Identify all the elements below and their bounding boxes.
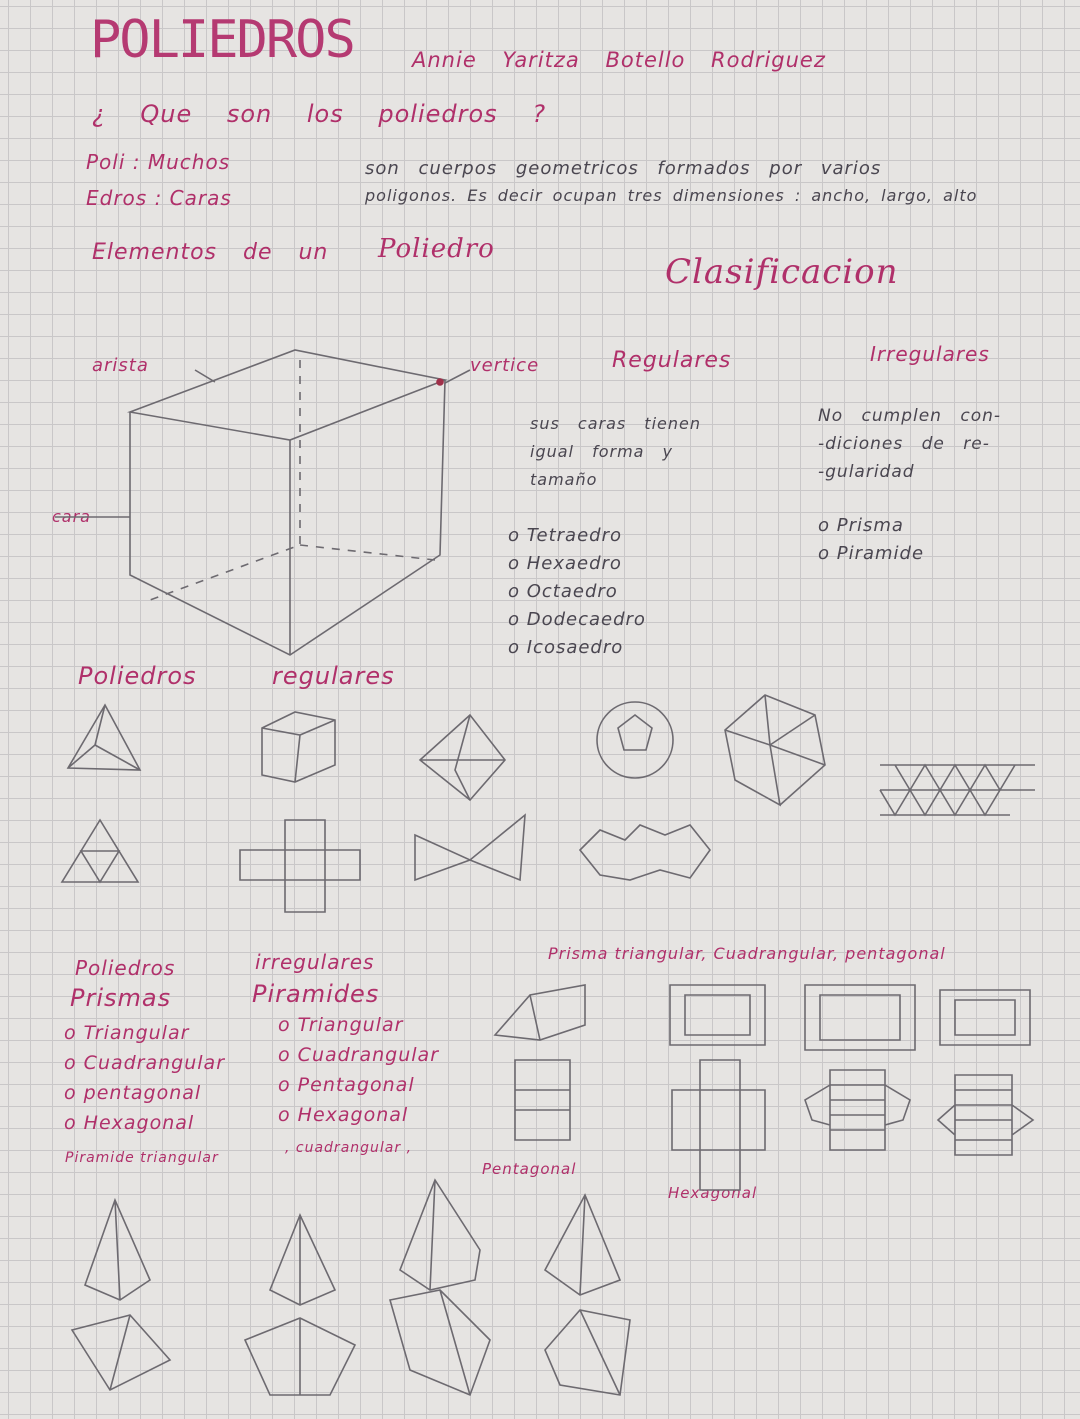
cube-diagram <box>55 350 470 655</box>
list-item: o pentagonal <box>64 1082 202 1104</box>
hexagonal-caption: Hexagonal <box>668 1184 758 1202</box>
pyramid-drawings <box>72 1180 630 1395</box>
irregular-desc-line: No cumplen con- <box>818 406 1002 426</box>
label-cara: cara <box>52 507 91 526</box>
classification-heading: Clasificacion <box>665 252 899 292</box>
dodecahedron-net <box>580 825 710 880</box>
list-item: o Dodecaedro <box>508 609 646 630</box>
regular-section-title-a: Poliedros <box>78 662 197 690</box>
pentagonal-prism-net <box>805 1070 910 1150</box>
list-item: o Octaedro <box>508 581 618 602</box>
hexahedron-net <box>240 820 360 912</box>
list-item: o Icosaedro <box>508 637 624 658</box>
icosahedron-net <box>880 765 1035 815</box>
list-item: o Pentagonal <box>278 1074 415 1096</box>
irregular-section-title-a: Poliedros <box>75 956 176 980</box>
regular-description <box>530 410 701 494</box>
square-prism-net <box>672 1060 765 1190</box>
elements-heading: Elementos de un <box>92 240 329 265</box>
label-vertice: vertice <box>470 355 540 376</box>
tetrahedron-net <box>62 820 138 882</box>
list-item: o Piramide <box>818 543 925 564</box>
definition-line-2: poligonos. Es decir ocupan tres dimensiones : ancho, largo, alto <box>365 186 978 205</box>
triangular-prism-net <box>515 1060 570 1140</box>
hexagonal-pyramid-net <box>545 1310 630 1395</box>
list-item: o Cuadrangular <box>278 1044 440 1066</box>
pyramids-list <box>278 1010 439 1130</box>
hexagonal-pyramid <box>545 1195 620 1295</box>
pyramid-caption-a: Piramide triangular <box>65 1150 219 1166</box>
triangular-pyramid-net <box>72 1315 170 1390</box>
etymology-poli: Poli : Muchos <box>86 150 231 174</box>
list-item: o Prisma <box>818 515 904 536</box>
prism-caption: Prisma triangular, Cuadrangular, pentagonal <box>548 944 946 963</box>
pyramids-title: Piramides <box>252 980 380 1008</box>
irregular-description <box>818 402 1001 486</box>
prisms-list <box>64 1018 225 1138</box>
list-item: o Tetraedro <box>508 525 622 546</box>
dodecahedron-sketch <box>597 702 673 778</box>
octahedron-net <box>415 815 525 880</box>
list-item: o Cuadrangular <box>64 1052 226 1074</box>
list-item: o Hexagonal <box>278 1104 409 1126</box>
regular-title: Regulares <box>612 348 732 373</box>
irregular-desc-line: -gularidad <box>818 462 915 482</box>
pentagonal-prism <box>805 985 915 1050</box>
hexagonal-prism-net <box>938 1075 1033 1155</box>
label-arista: arista <box>92 355 149 376</box>
page-title: POLIEDROS <box>90 10 354 70</box>
square-pyramid <box>270 1215 335 1305</box>
regular-desc-line: tamaño <box>530 470 598 489</box>
square-prism <box>670 985 765 1045</box>
pentagonal-caption: Pentagonal <box>482 1160 577 1178</box>
list-item: o Hexaedro <box>508 553 622 574</box>
regular-polyhedra-drawings <box>62 695 1035 912</box>
elements-heading-script: Poliedro <box>378 234 495 264</box>
irregular-title: Irregulares <box>870 342 990 366</box>
regular-desc-line: igual forma y <box>530 442 674 461</box>
etymology-edros: Edros : Caras <box>86 186 232 210</box>
pentagonal-pyramid-net <box>390 1290 490 1395</box>
triangular-prism <box>495 985 585 1040</box>
regular-list <box>508 522 646 662</box>
regular-section-title-b: regulares <box>272 662 395 690</box>
list-item: o Triangular <box>64 1022 190 1044</box>
irregular-list <box>818 512 924 568</box>
definition-line-1: son cuerpos geometricos formados por varios <box>365 158 882 179</box>
list-item: o Hexagonal <box>64 1112 195 1134</box>
irregular-desc-line: -diciones de re- <box>818 434 990 454</box>
hexahedron-sketch <box>262 712 335 782</box>
triangular-pyramid <box>85 1200 150 1300</box>
hexagonal-prism <box>940 990 1030 1045</box>
pentagonal-pyramid <box>400 1180 480 1290</box>
square-pyramid-net <box>245 1318 355 1395</box>
tetrahedron-sketch <box>68 705 140 770</box>
prisms-title: Prismas <box>70 984 172 1012</box>
author-name: Annie Yaritza Botello Rodriguez <box>412 48 826 72</box>
question-heading: ¿ Que son los poliedros ? <box>92 100 547 128</box>
irregular-section-title-b: irregulares <box>255 950 375 974</box>
pyramid-caption-b: , cuadrangular , <box>285 1140 413 1156</box>
icosahedron-sketch <box>725 695 825 805</box>
regular-desc-line: sus caras tienen <box>530 414 701 433</box>
list-item: o Triangular <box>278 1014 404 1036</box>
octahedron-sketch <box>420 715 505 800</box>
